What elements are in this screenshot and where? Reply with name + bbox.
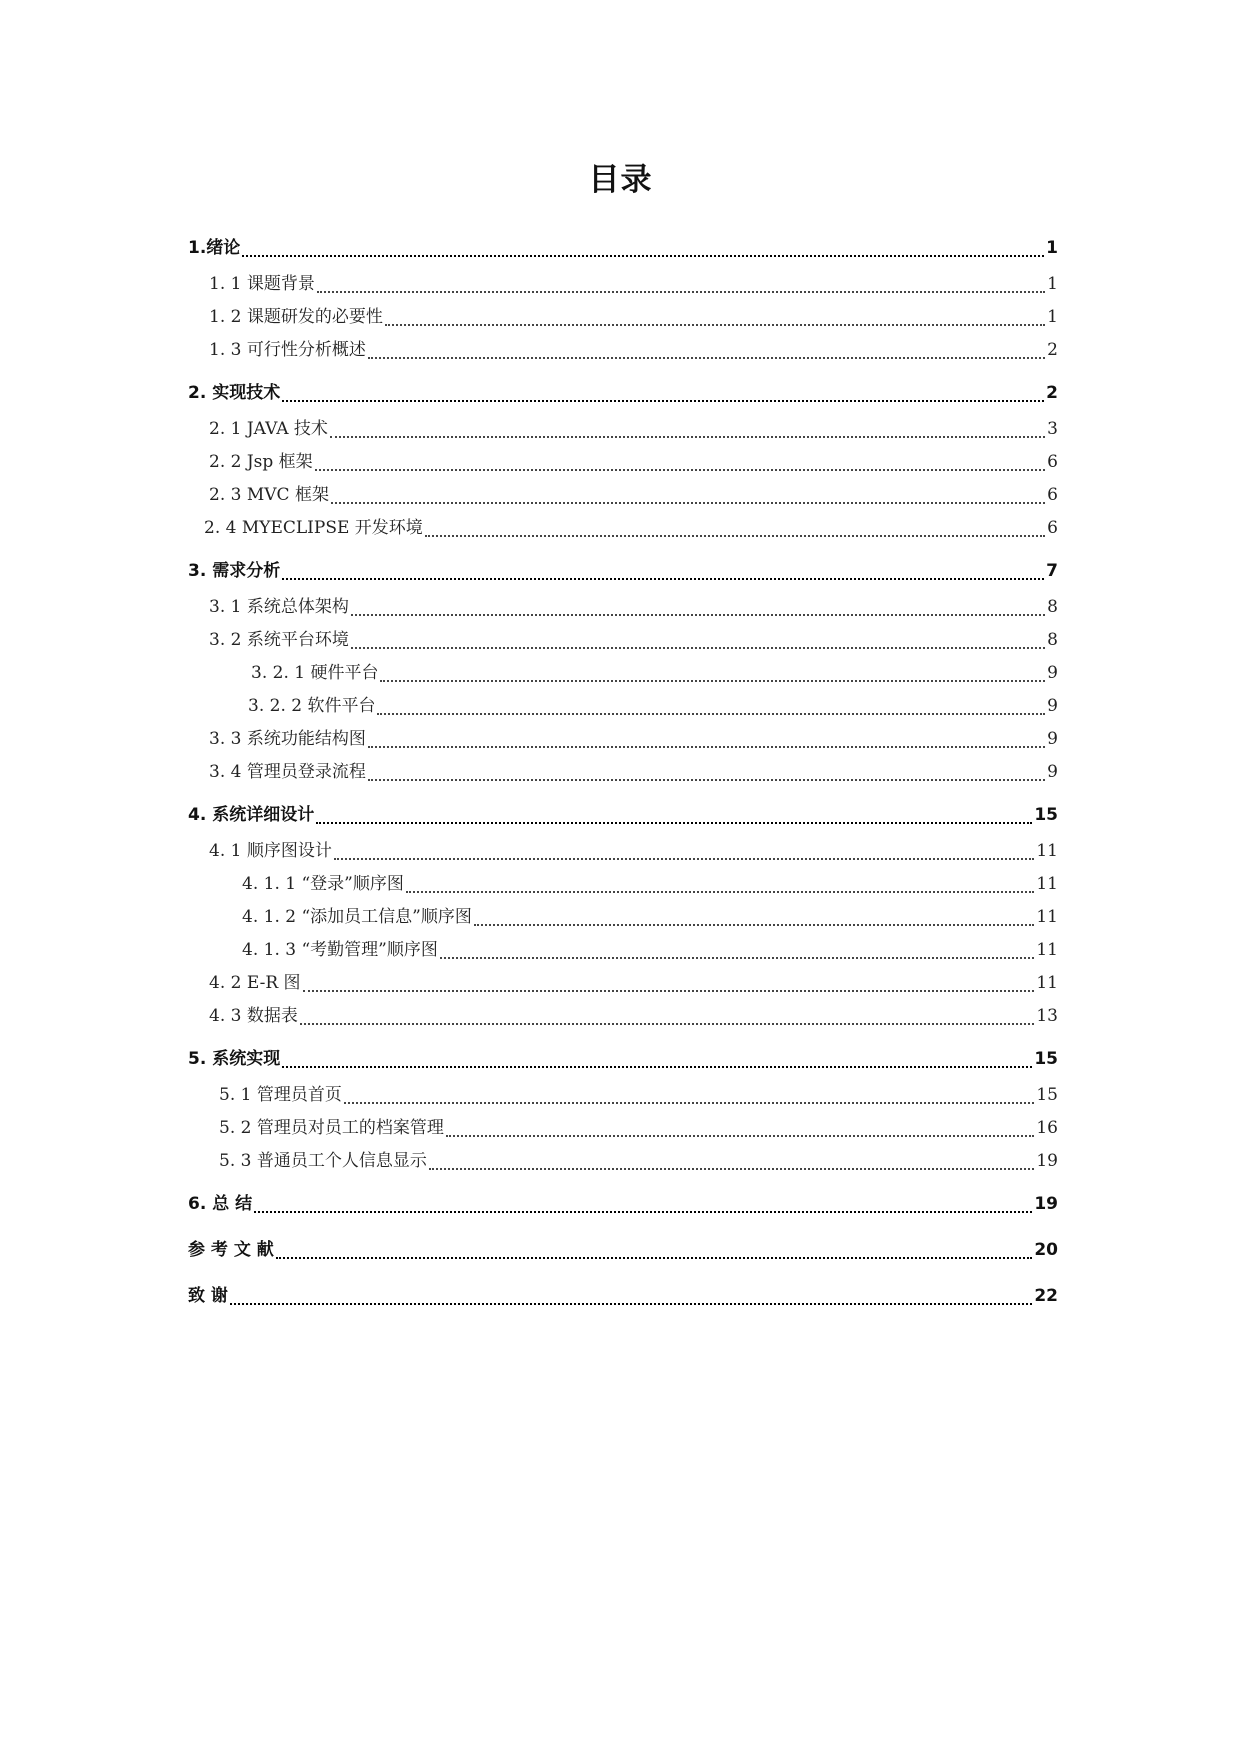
toc-entry-page-number: 11	[1036, 874, 1058, 894]
toc-dot-leader	[317, 268, 1045, 301]
toc-entry-page-number: 15	[1034, 1049, 1058, 1069]
toc-dot-leader	[300, 1000, 1035, 1033]
toc-entry[interactable]	[188, 301, 1058, 334]
toc-entry-label: 2. 3 MVC 框架	[209, 485, 329, 505]
toc-entry[interactable]	[188, 268, 1058, 301]
toc-entry-page-number: 22	[1034, 1286, 1058, 1306]
toc-entry[interactable]	[188, 795, 1058, 835]
toc-entry[interactable]	[188, 1184, 1058, 1224]
toc-entry-label: 2. 4 MYECLIPSE 开发环境	[204, 518, 423, 538]
toc-dot-leader	[380, 657, 1045, 690]
toc-entry-label: 3. 2 系统平台环境	[209, 630, 349, 650]
toc-dot-leader	[440, 934, 1035, 967]
toc-entry[interactable]	[188, 1079, 1058, 1112]
toc-entry-label: 4. 1. 1 “登录”顺序图	[242, 874, 404, 894]
toc-entry-label: 5. 2 管理员对员工的档案管理	[219, 1118, 444, 1138]
toc-entry[interactable]	[188, 835, 1058, 868]
toc-dot-leader	[315, 446, 1046, 479]
toc-entry-page-number: 2	[1046, 383, 1058, 403]
toc-entry-label: 5. 系统实现	[188, 1049, 281, 1069]
toc-entry[interactable]	[188, 334, 1058, 367]
toc-entry-page-number: 11	[1036, 973, 1058, 993]
toc-dot-leader	[344, 1079, 1035, 1112]
toc-entry-page-number: 6	[1047, 518, 1058, 538]
toc-entry-label: 3. 3 系统功能结构图	[209, 729, 366, 749]
toc-entry-label: 5. 3 普通员工个人信息显示	[219, 1151, 427, 1171]
toc-entry-page-number: 9	[1047, 663, 1058, 683]
toc-entry[interactable]	[188, 723, 1058, 756]
page-title: 目录	[588, 162, 653, 198]
toc-entry-label: 1. 1 课题背景	[209, 274, 315, 294]
toc-entry-page-number: 11	[1036, 940, 1058, 960]
toc-dot-leader	[334, 835, 1035, 868]
table-of-contents	[188, 228, 1058, 1316]
toc-entry-page-number: 11	[1036, 907, 1058, 927]
toc-entry[interactable]	[188, 1039, 1058, 1079]
toc-entry-label: 3. 2. 1 硬件平台	[251, 663, 379, 683]
toc-dot-leader	[331, 479, 1045, 512]
toc-entry-label: 2. 1 JAVA 技术	[209, 419, 328, 439]
toc-entry[interactable]	[188, 690, 1058, 723]
toc-entry-label: 1.绪论	[188, 238, 241, 258]
toc-dot-leader	[406, 868, 1035, 901]
toc-entry-label: 致 谢	[188, 1286, 228, 1306]
toc-entry-page-number: 7	[1046, 561, 1058, 581]
toc-entry[interactable]	[188, 934, 1058, 967]
toc-entry[interactable]	[188, 591, 1058, 624]
toc-dot-leader	[303, 967, 1035, 1000]
toc-entry-page-number: 20	[1034, 1240, 1058, 1260]
toc-entry-page-number: 9	[1047, 696, 1058, 716]
toc-entry[interactable]	[188, 373, 1058, 413]
toc-entry-page-number: 3	[1047, 419, 1058, 439]
toc-entry-page-number: 13	[1036, 1006, 1058, 1026]
toc-dot-leader	[276, 1230, 1033, 1270]
toc-entry-page-number: 15	[1034, 805, 1058, 825]
toc-entry-page-number: 15	[1036, 1085, 1058, 1105]
toc-entry-page-number: 9	[1047, 729, 1058, 749]
toc-entry[interactable]	[188, 1145, 1058, 1178]
toc-entry-page-number: 1	[1047, 274, 1058, 294]
toc-entry[interactable]	[188, 624, 1058, 657]
toc-entry[interactable]	[188, 446, 1058, 479]
toc-entry-label: 1. 2 课题研发的必要性	[209, 307, 383, 327]
toc-dot-leader	[446, 1112, 1035, 1145]
toc-dot-leader	[368, 334, 1045, 367]
toc-dot-leader	[368, 723, 1045, 756]
toc-entry-page-number: 11	[1036, 841, 1058, 861]
toc-dot-leader	[316, 795, 1032, 835]
toc-dot-leader	[429, 1145, 1035, 1178]
toc-dot-leader	[351, 624, 1045, 657]
toc-entry-label: 4. 3 数据表	[209, 1006, 298, 1026]
toc-dot-leader	[282, 1039, 1032, 1079]
toc-entry[interactable]	[188, 756, 1058, 789]
toc-entry[interactable]	[188, 657, 1058, 690]
toc-entry-label: 2. 2 Jsp 框架	[209, 452, 313, 472]
toc-entry[interactable]	[188, 901, 1058, 934]
toc-entry-page-number: 6	[1047, 452, 1058, 472]
toc-entry-label: 4. 系统详细设计	[188, 805, 315, 825]
toc-dot-leader	[377, 690, 1045, 723]
toc-dot-leader	[368, 756, 1045, 789]
toc-entry-page-number: 19	[1036, 1151, 1058, 1171]
toc-entry-label: 5. 1 管理员首页	[219, 1085, 342, 1105]
toc-dot-leader	[254, 1184, 1032, 1224]
toc-entry-label: 3. 1 系统总体架构	[209, 597, 349, 617]
toc-entry-label: 4. 1 顺序图设计	[209, 841, 332, 861]
toc-entry[interactable]	[188, 479, 1058, 512]
toc-entry-page-number: 6	[1047, 485, 1058, 505]
toc-dot-leader	[351, 591, 1045, 624]
toc-entry[interactable]	[188, 551, 1058, 591]
toc-entry-label: 4. 1. 2 “添加员工信息”顺序图	[242, 907, 472, 927]
toc-entry-label: 3. 需求分析	[188, 561, 281, 581]
toc-entry[interactable]	[188, 228, 1058, 268]
toc-entry[interactable]	[188, 512, 1058, 545]
toc-entry[interactable]	[188, 1000, 1058, 1033]
toc-dot-leader	[242, 228, 1044, 268]
toc-entry-page-number: 1	[1046, 238, 1058, 258]
toc-entry-label: 2. 实现技术	[188, 383, 281, 403]
toc-dot-leader	[330, 413, 1045, 446]
toc-entry-page-number: 8	[1047, 597, 1058, 617]
toc-entry[interactable]	[188, 967, 1058, 1000]
toc-entry-page-number: 1	[1047, 307, 1058, 327]
toc-entry-label: 6. 总 结	[188, 1194, 253, 1214]
toc-dot-leader	[282, 551, 1044, 591]
toc-entry-label: 1. 3 可行性分析概述	[209, 340, 366, 360]
toc-entry-page-number: 8	[1047, 630, 1058, 650]
toc-entry[interactable]	[188, 1276, 1058, 1316]
toc-dot-leader	[385, 301, 1045, 334]
toc-entry-label: 3. 4 管理员登录流程	[209, 762, 366, 782]
toc-dot-leader	[230, 1276, 1032, 1316]
toc-dot-leader	[425, 512, 1045, 545]
toc-entry[interactable]	[188, 868, 1058, 901]
toc-entry-label: 3. 2. 2 软件平台	[248, 696, 376, 716]
toc-entry-page-number: 16	[1036, 1118, 1058, 1138]
toc-entry[interactable]	[188, 1230, 1058, 1270]
toc-dot-leader	[282, 373, 1044, 413]
toc-entry-page-number: 9	[1047, 762, 1058, 782]
toc-entry[interactable]	[188, 1112, 1058, 1145]
toc-entry-page-number: 19	[1034, 1194, 1058, 1214]
toc-entry-label: 参 考 文 献	[188, 1240, 274, 1260]
toc-entry[interactable]	[188, 413, 1058, 446]
toc-entry-page-number: 2	[1047, 340, 1058, 360]
toc-dot-leader	[474, 901, 1035, 934]
toc-entry-label: 4. 2 E-R 图	[209, 973, 301, 993]
toc-entry-label: 4. 1. 3 “考勤管理”顺序图	[242, 940, 438, 960]
